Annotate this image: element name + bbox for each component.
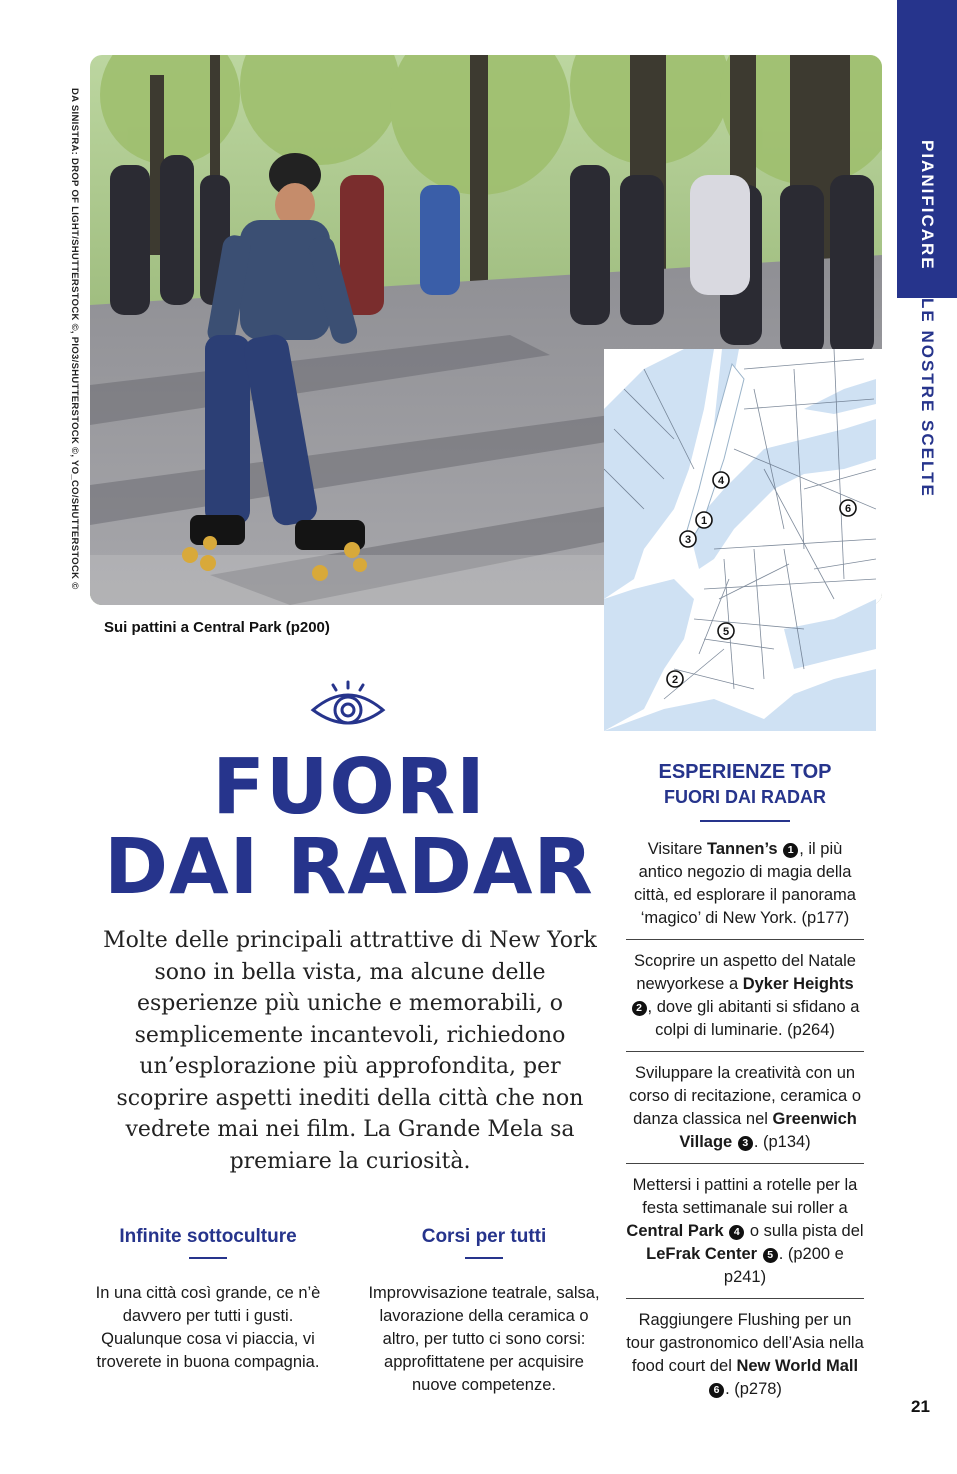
place-name: LeFrak Center — [646, 1245, 758, 1263]
section-text-courses: Improvvisazione teatrale, salsa, lavorazione della ceramica o altro, per tutto ci sono corsi: approfittatene per acquisire nuove competenze. — [368, 1284, 600, 1394]
section-text-subcultures: In una città così grande, ce n’è davvero per tutti i gusti. Qualunque cosa vi piaccia, vi troverete in buona compagnia. — [95, 1284, 321, 1371]
title-line-2: DAI RADAR — [104, 823, 594, 912]
marker-number: 4 — [729, 1225, 744, 1240]
place-name: Dyker Heights — [742, 975, 854, 993]
svg-text:6: 6 — [844, 503, 852, 515]
photo-credit-text: DA SINISTRA: DROP OF LIGHT/SHUTTERSTOCK ©, PIO3/SHUTTERSTOCK ©, YO_CO/SHUTTERSTOCK © — [69, 88, 80, 590]
marker-number: 5 — [763, 1248, 778, 1263]
heading-underline — [700, 820, 790, 822]
eye-icon — [309, 678, 387, 734]
svg-text:1: 1 — [700, 515, 708, 527]
marker-number: 2 — [632, 1001, 647, 1016]
photo-caption: Sui pattini a Central Park (p200) — [104, 619, 330, 636]
experience-item: Mettersi i pattini a rotelle per la festa settimanale sui roller a Central Park 4 o sulla pista del LeFrak Center 5 . (p200 e p241) — [626, 1164, 864, 1299]
heading-underline — [465, 1257, 503, 1259]
experiences-heading-1: ESPERIENZE TOP — [658, 761, 832, 783]
experience-item: Raggiungere Flushing per un tour gastronomico dell’Asia nella food court del New World Mall 6 . (p278) — [626, 1311, 864, 1398]
map-marker-5 — [718, 623, 734, 639]
marker-number: 1 — [783, 843, 798, 858]
place-name: Greenwich Village — [679, 1110, 857, 1151]
map-marker-3 — [680, 531, 696, 547]
map-illustration — [604, 349, 876, 731]
section-tab — [897, 0, 957, 298]
page-title — [60, 743, 638, 912]
page-number: 21 — [911, 1397, 930, 1416]
svg-text:2: 2 — [671, 674, 679, 686]
photo-credit — [64, 88, 84, 608]
heading-underline — [189, 1257, 227, 1259]
place-name: Tannen’s — [707, 840, 778, 858]
marker-number: 6 — [709, 1383, 724, 1398]
svg-text:3: 3 — [684, 534, 692, 546]
place-name: New World Mall — [736, 1357, 859, 1375]
experiences-heading-2: FUORI DAI RADAR — [664, 787, 826, 807]
experience-item: Sviluppare la creatività con un corso di recitazione, ceramica o danza classica nel Greenwich Village 3 . (p134) — [626, 1052, 864, 1164]
map-marker-6 — [840, 500, 856, 516]
experience-item: Visitare Tannen’s 1 , il più antico negozio di magia della città, ed esplorare il panorama ‘magico’ di New York. (p177) — [626, 834, 864, 940]
experiences-list — [626, 834, 864, 1410]
section-heading-subcultures — [90, 1226, 326, 1259]
map-marker-2 — [667, 671, 683, 687]
place-name: Central Park — [626, 1222, 724, 1240]
map-marker-4 — [713, 472, 729, 488]
intro-paragraph: Molte delle principali attrattive di New York sono in bella vista, ma alcune delle esperienze più uniche e memorabili, o semplicemente incantevoli, richiedono un’esplorazione più approfondita, per scoprire aspetti inediti della città che non vedrete mai nei film. La Grande Mela sa premiare la curiosità. — [103, 928, 597, 1174]
section-tab-label: PIANIFICARE — [918, 140, 937, 271]
map-marker-1 — [696, 512, 712, 528]
nyc-map — [604, 349, 876, 731]
subsection-tab-label: LE NOSTRE SCELTE — [918, 298, 937, 498]
section-heading-subcultures-text: Infinite sottoculture — [119, 1226, 297, 1247]
subsection-tab — [897, 298, 957, 498]
title-line-1: FUORI — [212, 743, 486, 832]
section-heading-courses-text: Corsi per tutti — [421, 1226, 547, 1247]
experiences-heading — [626, 760, 864, 822]
svg-text:4: 4 — [717, 475, 725, 487]
experience-item: Scoprire un aspetto del Natale newyorkese a Dyker Heights 2 , dove gli abitanti si sfidano a colpi di luminarie. (p264) — [626, 940, 864, 1052]
marker-number: 3 — [738, 1136, 753, 1151]
section-heading-courses — [366, 1226, 602, 1259]
svg-text:5: 5 — [722, 626, 730, 638]
